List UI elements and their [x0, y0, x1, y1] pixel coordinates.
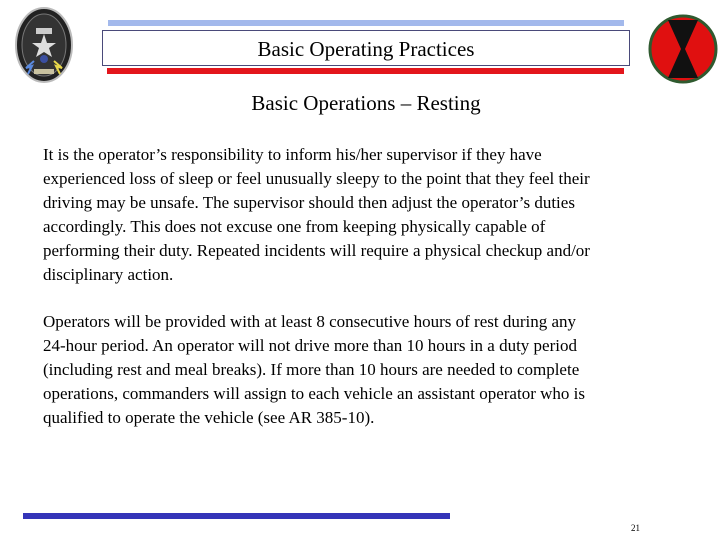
- text-line: driving may be unsafe. The supervisor should then adjust the operator’s duties: [43, 193, 575, 212]
- text-line: Operators will be provided with at least 8 consecutive hours of rest during any: [43, 312, 577, 331]
- left-unit-insignia: [14, 6, 74, 84]
- text-line: experienced loss of sleep or feel unusually sleepy to the point that they feel their: [43, 169, 590, 188]
- footer-accent-bar: [23, 513, 450, 519]
- text-line: operations, commanders will assign to each vehicle an assistant operator who is: [43, 384, 585, 403]
- header-accent-bar: [108, 20, 624, 26]
- text-line: disciplinary action.: [43, 265, 174, 284]
- text-line: accordingly. This does not excuse one from keeping physically capable of: [43, 217, 546, 236]
- section-subtitle: Basic Operations – Resting: [251, 91, 481, 115]
- paragraph-sleep-responsibility: [43, 143, 713, 287]
- right-division-patch: [648, 14, 718, 84]
- text-line: (including rest and meal breaks). If more than 10 hours are needed to complete: [43, 360, 580, 379]
- header-red-bar: [107, 68, 624, 74]
- page-number: 21: [631, 523, 640, 533]
- paragraph-rest-hours: [43, 310, 713, 430]
- text-line: 24-hour period. An operator will not drive more than 10 hours in a duty period: [43, 336, 577, 355]
- text-line: qualified to operate the vehicle (see AR 385-10).: [43, 408, 375, 427]
- text-line: performing their duty. Repeated incidents will require a physical checkup and/or: [43, 241, 590, 260]
- page-title: Basic Operating Practices: [102, 30, 630, 66]
- text-line: It is the operator’s responsibility to inform his/her supervisor if they have: [43, 145, 542, 164]
